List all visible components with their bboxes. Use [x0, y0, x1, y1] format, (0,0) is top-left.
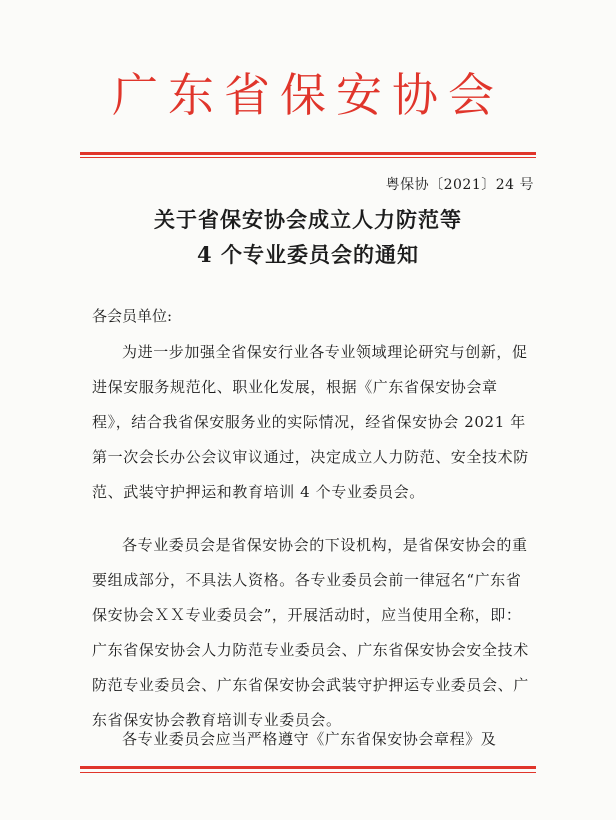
- letterhead-title: 广东省保安协会: [112, 68, 504, 122]
- footer-divider-thin: [80, 772, 536, 773]
- letterhead-divider-thick: [80, 152, 536, 155]
- footer-divider-thick: [80, 766, 536, 769]
- document-title-line-2: 4 个专业委员会的通知: [197, 242, 419, 267]
- body-paragraph: 为进一步加强全省保安行业各专业领域理论研究与创新，促进保安服务规范化、职业化发展，根据《广东省保安协会章程》，结合我省保安服务业的实际情况，经省保安协会 2021 年第一次会长办公会议审议通过，决定成立人力防范、安全技术防范、武装守护押运和教育培训 4 个专业委员会。: [92, 343, 529, 501]
- body-paragraph: 各专业委员会是省保安协会的下设机构，是省保安协会的重要组成部分，不具法人资格。各专业委员会前一律冠名“广东省保安协会ＸＸ专业委员会”，开展活动时，应当使用全称，即：广东省保安协会人力防范专业委员会、广东省保安协会安全技术防范专业委员会、广东省保安协会武装守护押运专业委员会、广东省保安协会教育培训专业委员会。: [92, 536, 529, 729]
- salutation: 各会员单位:: [92, 307, 173, 325]
- letterhead-divider-thin: [80, 157, 536, 158]
- document-number: 粤保协〔2021〕24 号: [385, 177, 534, 193]
- body-paragraph: 各专业委员会应当严格遵守《广东省保安协会章程》及: [122, 730, 497, 748]
- document-title-line-1: 关于省保安协会成立人力防范等: [154, 207, 462, 232]
